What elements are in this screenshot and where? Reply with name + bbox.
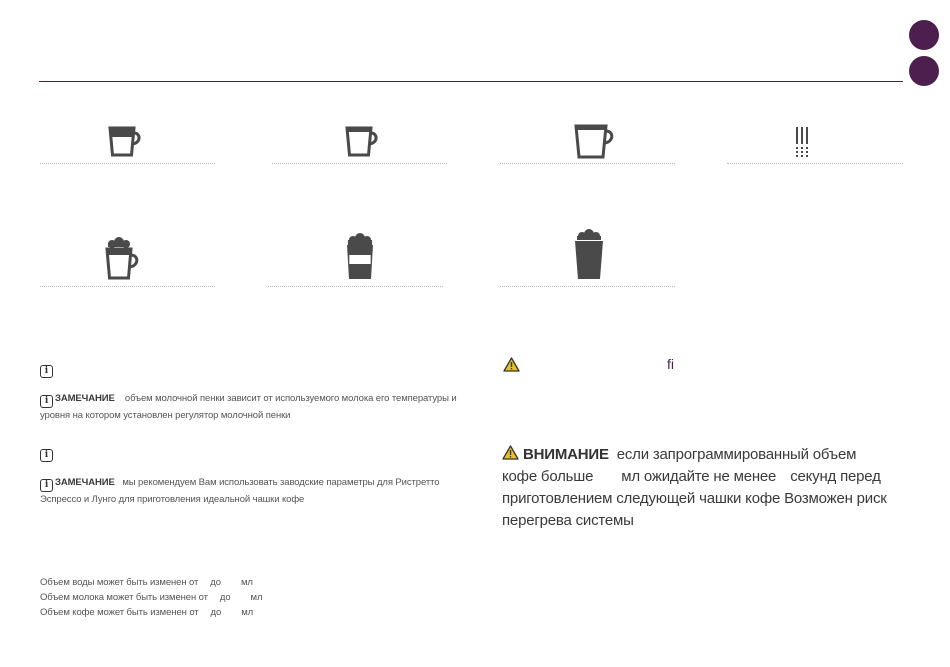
divider-cappuccino [40,286,215,287]
note-factory-settings-line1 [40,475,480,492]
volume-water-text: Объем воды может быть изменен от [40,577,199,588]
volume-water [40,575,340,590]
volume-water-unit: мл [240,577,253,588]
warning-text3: приготовлением следующей чашки кофе Возможен риск [502,490,887,507]
warning-text2b: мл ожидайте не менее [621,468,777,485]
header-rule [39,81,903,82]
volume-coffee [40,605,340,620]
lungo-cup-icon [573,124,615,160]
volume-coffee-text: Объем кофе может быть изменен от [40,607,199,618]
warning-icon-standalone [503,357,520,377]
info-icon: i [40,479,53,492]
warning-line1 [502,444,902,466]
milk-foam-glass-icon [572,229,606,281]
note-factory-settings [40,475,480,507]
warning-text1: если запрограммированный объем [616,446,857,463]
volume-coffee-unit: мл [241,607,254,618]
warning-label: ВНИМАНИЕ [522,446,609,463]
volume-ranges [40,575,340,620]
note-milk-foam-text1: объем молочной пенки зависит от используемого молока его температуры и [124,393,457,404]
warning-text2c: секунд перед [790,468,881,485]
divider-espresso [272,163,447,164]
info-icon-standalone-1 [40,358,55,378]
espresso-cup-icon [344,126,380,158]
note-milk-foam-line1 [40,391,480,408]
divider-milk-foam [500,286,675,287]
note-factory-settings-text1: мы рекомендуем Вам использовать заводские параметры для Ристретто [122,477,440,488]
note-milk-foam-label: ЗАМЕЧАНИЕ [55,393,115,404]
latte-macchiato-glass-icon [344,233,376,281]
note-milk-foam-text2: уровня на котором установлен регулятор молочной пенки [40,410,291,421]
info-icon-standalone-2 [40,442,55,462]
divider-hot-water [727,163,903,164]
volume-coffee-to: до [210,607,222,618]
divider-ristretto [40,163,215,164]
cappuccino-cup-icon [104,237,142,281]
volume-milk [40,590,340,605]
hot-water-icon [795,127,809,157]
note-milk-foam [40,391,480,423]
ristretto-cup-icon [107,126,143,158]
warning-overheat [502,444,902,532]
divider-latte-macchiato [268,286,443,287]
warning-text4: перегрева системы [502,512,634,529]
stray-ligature-glyph: ﬁ [667,356,674,372]
volume-water-to: до [210,577,221,588]
page-marker-dot-top [909,20,939,50]
warning-triangle-icon [503,357,520,372]
volume-milk-text: Объем молока может быть изменен от [40,592,208,603]
volume-milk-unit: мл [250,592,263,603]
info-icon: i [40,449,53,462]
volume-milk-to: до [219,592,231,603]
warning-line2 [502,466,902,488]
info-icon: i [40,365,53,378]
info-icon: i [40,395,53,408]
divider-lungo [500,163,675,164]
note-factory-settings-text2: Эспрессо и Лунго для приготовления идеальной чашки кофе [40,494,305,505]
warning-text2a: кофе больше [502,468,594,485]
note-factory-settings-label: ЗАМЕЧАНИЕ [55,477,115,488]
warning-triangle-icon [502,445,519,460]
page-marker-dot-bottom [909,56,939,86]
